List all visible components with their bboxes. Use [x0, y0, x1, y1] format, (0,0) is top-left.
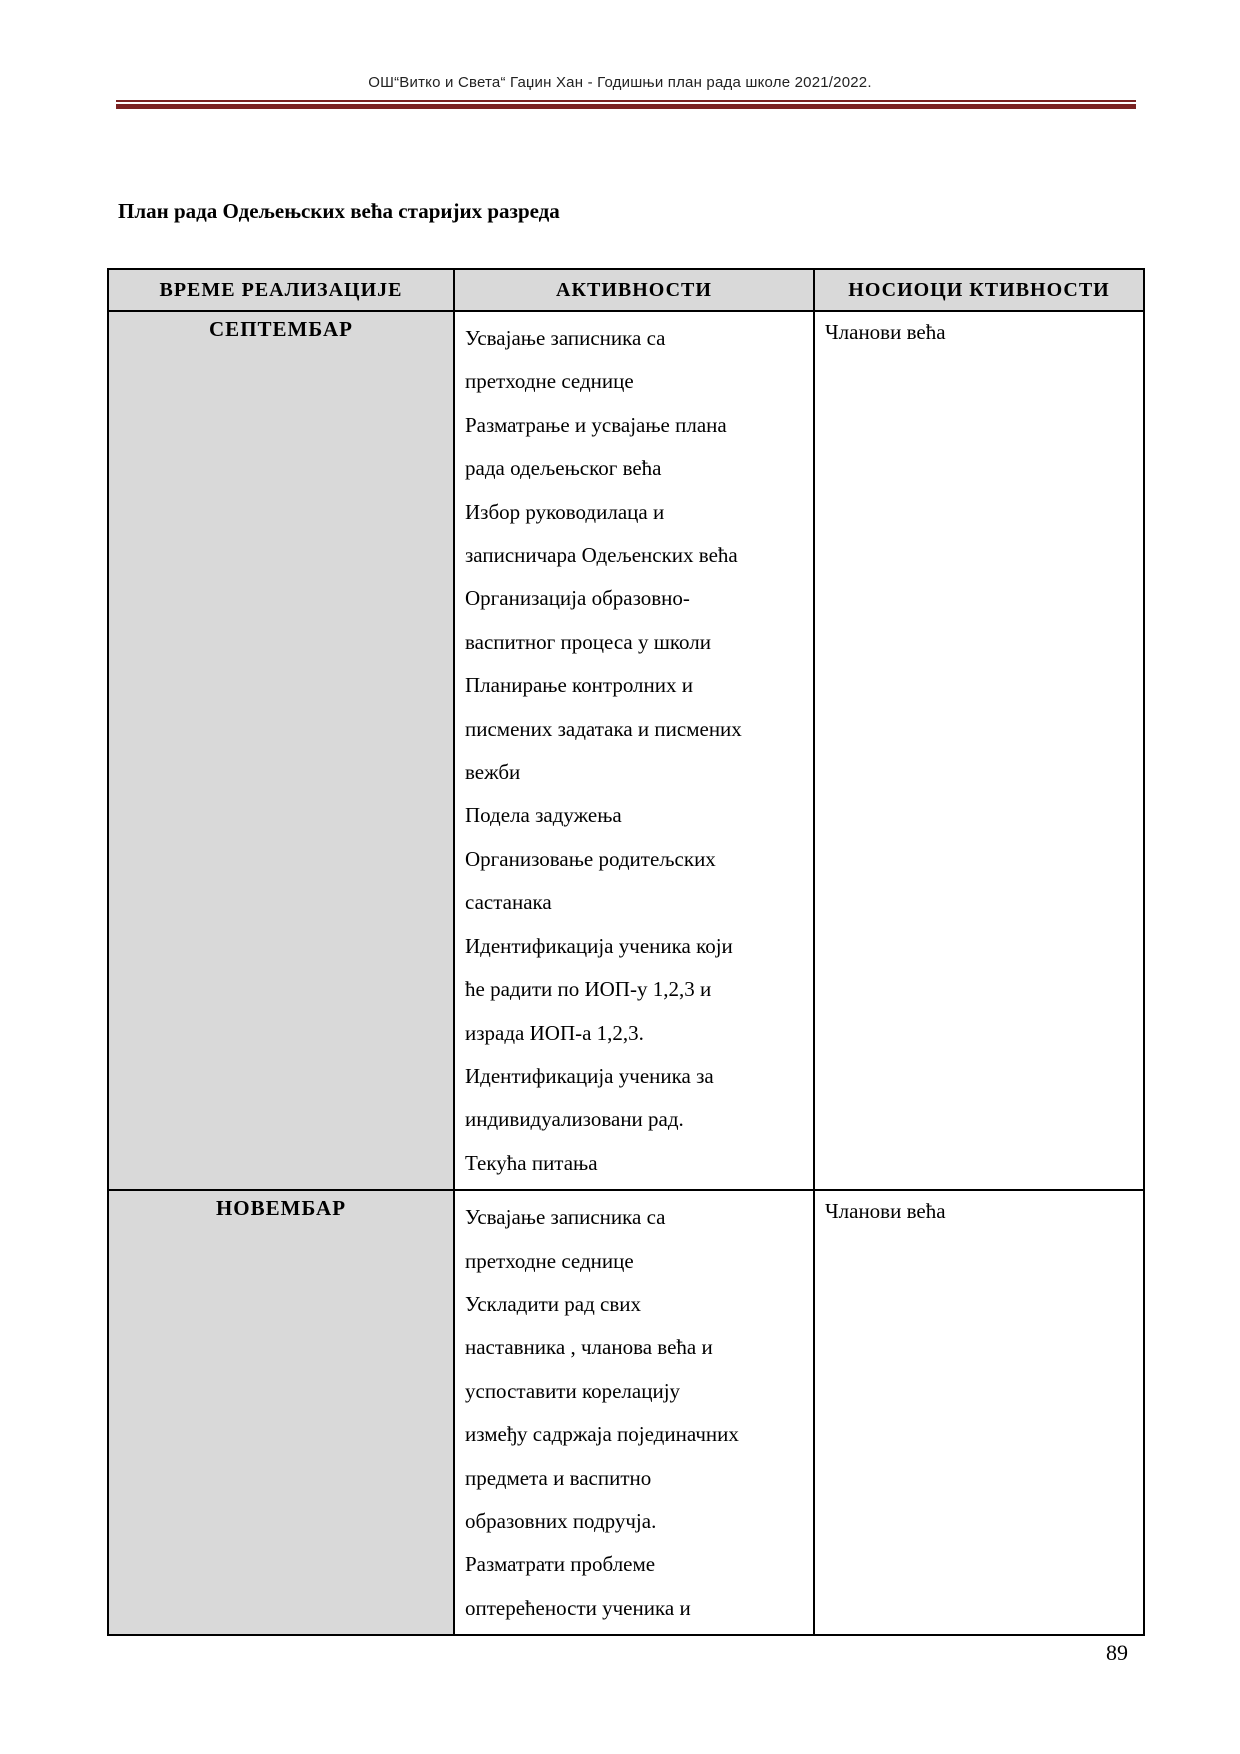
header-time: ВРЕМЕ РЕАЛИЗАЦИЈЕ: [108, 269, 454, 311]
activities-cell: [454, 311, 814, 1190]
header-activities: АКТИВНОСТИ: [454, 269, 814, 311]
page-number: 89: [1106, 1640, 1128, 1665]
activity-line: израда ИОП-а 1,2,3.: [465, 1020, 644, 1045]
carriers-cell: Чланови већа: [814, 311, 1144, 1190]
activity-line: индивидуализовани рад.: [465, 1107, 684, 1132]
activity-line: претходне седнице: [465, 369, 634, 394]
time-cell: СЕПТЕМБАР: [108, 311, 454, 1190]
activity-line: Организовање родитељских: [465, 846, 716, 871]
activity-line: Ускладити рад свих: [465, 1291, 641, 1316]
activity-line: претходне седнице: [465, 1248, 634, 1273]
activity-line: Подела задужења: [465, 803, 622, 828]
activity-line: наставника , чланова већа и: [465, 1335, 713, 1360]
header-carriers: НОСИОЦИ КТИВНОСТИ: [814, 269, 1144, 311]
activity-line: Текућа питања: [465, 1150, 598, 1175]
activity-line: Разматрати проблеме: [465, 1552, 656, 1577]
carriers-cell: Чланови већа: [814, 1190, 1144, 1635]
activity-line: успоставити корелацију: [465, 1378, 681, 1403]
activity-line: ће радити по ИОП-у 1,2,3 и: [465, 977, 712, 1002]
activity-line: Идентификација ученика за: [465, 1063, 714, 1088]
activity-line: вежби: [465, 760, 521, 785]
activity-line: Усвајање записника са: [465, 1205, 666, 1230]
activities-cell: [454, 1190, 814, 1635]
activity-line: оптерећености ученика и: [465, 1595, 691, 1620]
table-row: [108, 1190, 1144, 1635]
activity-line: Усвајање записника са: [465, 326, 666, 350]
running-header: ОШ“Витко и Света“ Гаџин Хан - Годишњи план рада школе 2021/2022.: [368, 74, 872, 91]
activity-line: састанака: [465, 890, 552, 915]
plan-table: [107, 268, 1145, 1636]
section-title: План рада Одељењских већа старијих разреда: [118, 199, 560, 223]
activity-line: васпитног процеса у школи: [465, 629, 712, 654]
activity-line: Разматрање и усвајање плана: [465, 412, 727, 437]
activity-line: образовних подручја.: [465, 1508, 657, 1533]
activity-line: рада одељењског већа: [465, 456, 662, 481]
table-row: [108, 311, 1144, 1190]
activity-line: Идентификација ученика који: [465, 933, 733, 958]
header-rule-thick: [116, 104, 1136, 109]
activity-line: писмених задатака и писмених: [465, 716, 742, 741]
activity-line: између садржаја појединачних: [465, 1422, 739, 1447]
table-header-row: [108, 269, 1144, 311]
activity-line: записничара Одељенских већа: [465, 543, 738, 568]
activity-line: Избор руководилаца и: [465, 499, 665, 524]
activity-line: предмета и васпитно: [465, 1465, 652, 1490]
activity-line: Планирање контролних и: [465, 673, 693, 698]
activity-line: Организација образовно-: [465, 586, 690, 611]
time-cell: НОВЕМБАР: [108, 1190, 454, 1635]
header-rule-thin: [116, 100, 1136, 102]
